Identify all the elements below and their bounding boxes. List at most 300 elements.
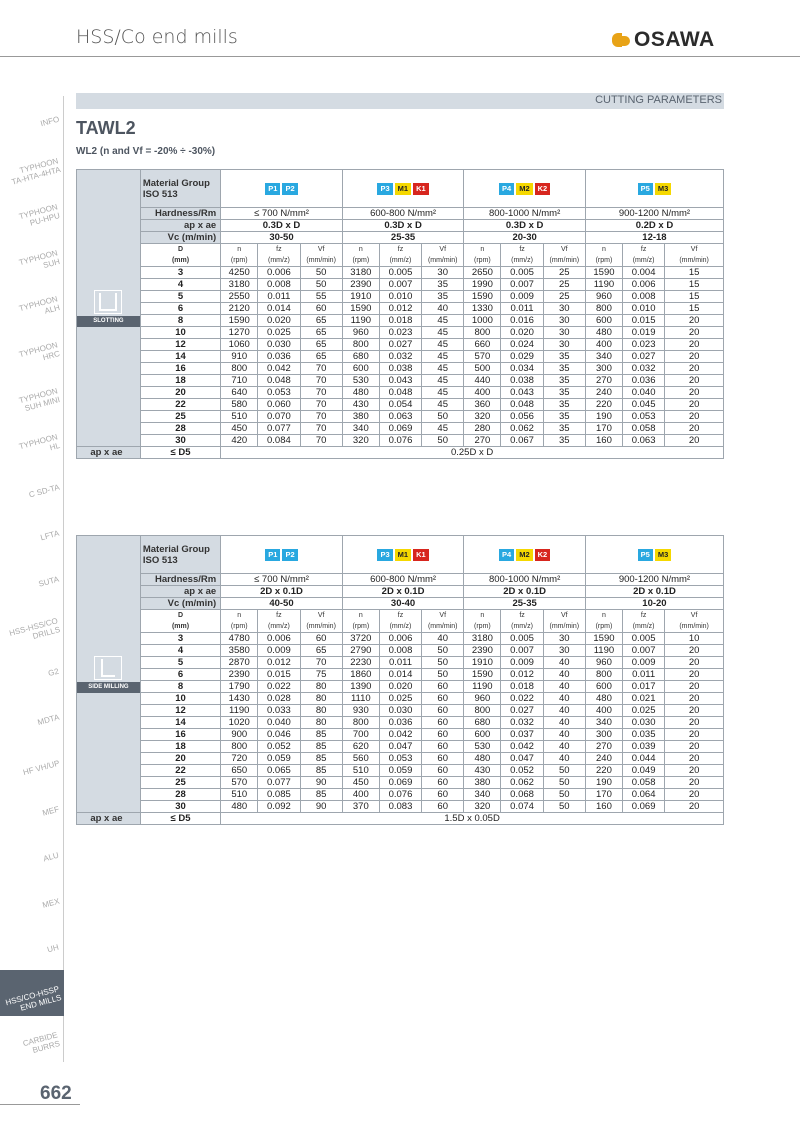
side-navigation (0, 96, 64, 1062)
diameter-cell: 6 (140, 669, 220, 681)
table-row (77, 717, 724, 729)
diameter-cell: 14 (140, 717, 220, 729)
footer-d5-cell: ≤ D5 (140, 813, 220, 825)
value-cell: 20 (665, 657, 724, 669)
value-cell: 800 (585, 669, 622, 681)
table-row (77, 399, 724, 411)
diameter-cell: 8 (140, 315, 220, 327)
side-tab[interactable] (0, 556, 64, 602)
table-row (77, 435, 724, 447)
vf-header (300, 610, 342, 633)
diameter-cell: 5 (140, 657, 220, 669)
footer-value-cell: 1.5D x 0.05D (221, 813, 724, 825)
model-subtitle: WL2 (n and Vf = -20% ÷ -30%) (76, 146, 216, 157)
value-cell: 45 (422, 423, 464, 435)
value-cell: 85 (300, 741, 342, 753)
side-tab-label: TYPHOON HL (18, 432, 62, 453)
side-tab[interactable] (0, 234, 64, 280)
value-cell: 35 (543, 387, 585, 399)
value-cell: 1190 (585, 279, 622, 291)
hardness-cell: 600-800 N/mm² (342, 574, 464, 586)
value-cell: 35 (543, 399, 585, 411)
value-cell: 15 (665, 267, 724, 279)
value-cell: 0.058 (622, 777, 664, 789)
material-group-cell (221, 536, 343, 574)
value-cell: 570 (464, 351, 501, 363)
apae-cell: 0.3D x D (342, 220, 464, 232)
value-cell: 0.009 (622, 657, 664, 669)
table-row (77, 657, 724, 669)
n-head: n (601, 246, 606, 253)
fz-header (501, 610, 543, 633)
diameter-cell: 25 (140, 411, 220, 423)
value-cell: 0.016 (501, 315, 543, 327)
value-cell: 0.067 (501, 435, 543, 447)
value-cell: 50 (543, 801, 585, 813)
rpm-header (585, 244, 622, 267)
mmz-unit: (mm/z) (268, 257, 290, 264)
page-header-title: HSS/Co end mills (76, 26, 238, 48)
diameter-cell: 20 (140, 387, 220, 399)
value-cell: 500 (464, 363, 501, 375)
value-cell: 220 (585, 765, 622, 777)
value-cell: 600 (342, 363, 379, 375)
hardness-cell: ≤ 700 N/mm² (221, 208, 343, 220)
value-cell: 0.010 (622, 303, 664, 315)
side-tab[interactable] (0, 970, 64, 1016)
diameter-cell: 25 (140, 777, 220, 789)
fz-head: fz (640, 612, 647, 619)
value-cell: 0.024 (501, 339, 543, 351)
value-cell: 0.083 (379, 801, 421, 813)
rpm-unit: (rpm) (352, 623, 370, 630)
material-badge: P2 (282, 549, 297, 561)
value-cell: 40 (422, 303, 464, 315)
value-cell: 85 (300, 789, 342, 801)
vf-header (422, 244, 464, 267)
value-cell: 800 (221, 741, 258, 753)
table-row (77, 681, 724, 693)
value-cell: 0.069 (622, 801, 664, 813)
value-cell: 20 (665, 411, 724, 423)
d-head: D (178, 246, 184, 253)
value-cell: 0.025 (622, 705, 664, 717)
material-badge: M3 (655, 183, 671, 195)
vc-cell: 30-50 (221, 232, 343, 244)
footer-apae-label: ap x ae (77, 813, 141, 825)
value-cell: 0.030 (379, 705, 421, 717)
value-cell: 20 (665, 753, 724, 765)
value-cell: 65 (300, 315, 342, 327)
value-cell: 0.012 (258, 657, 300, 669)
rpm-unit: (rpm) (352, 257, 370, 264)
value-cell: 20 (665, 681, 724, 693)
material-badge: M2 (516, 549, 532, 561)
mmz-unit: (mm/z) (389, 257, 412, 264)
value-cell: 2390 (464, 645, 501, 657)
value-cell: 50 (543, 777, 585, 789)
value-cell: 0.006 (258, 633, 300, 645)
value-cell: 60 (422, 777, 464, 789)
mmz-unit: (mm/z) (632, 257, 655, 264)
value-cell: 85 (300, 753, 342, 765)
mmmin-unit: (mm/min) (306, 623, 336, 630)
value-cell: 640 (221, 387, 258, 399)
value-cell: 0.009 (501, 657, 543, 669)
value-cell: 270 (585, 375, 622, 387)
value-cell: 20 (665, 789, 724, 801)
diameter-cell: 12 (140, 705, 220, 717)
value-cell: 650 (221, 765, 258, 777)
value-cell: 0.069 (379, 423, 421, 435)
side-tab-label: TYPHOON HRC (18, 340, 62, 363)
value-cell: 1910 (464, 657, 501, 669)
side-tab[interactable] (0, 464, 64, 510)
material-badge: K1 (413, 183, 429, 195)
fz-header (258, 610, 300, 633)
value-cell: 2120 (221, 303, 258, 315)
value-cell: 50 (543, 789, 585, 801)
value-cell: 1910 (342, 291, 379, 303)
value-cell: 40 (543, 729, 585, 741)
value-cell: 0.011 (258, 291, 300, 303)
value-cell: 15 (665, 279, 724, 291)
value-cell: 20 (665, 423, 724, 435)
side-tab-label: TYPHOON PU-HPU (18, 202, 62, 228)
value-cell: 80 (300, 693, 342, 705)
value-cell: 340 (342, 423, 379, 435)
value-cell: 480 (585, 693, 622, 705)
value-cell: 240 (585, 387, 622, 399)
value-cell: 35 (422, 291, 464, 303)
side-tab[interactable] (0, 602, 64, 648)
value-cell: 710 (221, 375, 258, 387)
side-tab[interactable] (0, 694, 64, 740)
material-badge: M1 (395, 549, 411, 561)
value-cell: 270 (585, 741, 622, 753)
table-row (77, 291, 724, 303)
d-unit: (mm) (171, 623, 190, 630)
value-cell: 0.076 (379, 789, 421, 801)
vf-head: Vf (317, 612, 325, 619)
value-cell: 1060 (221, 339, 258, 351)
value-cell: 40 (543, 681, 585, 693)
value-cell: 450 (221, 423, 258, 435)
value-cell: 0.020 (501, 327, 543, 339)
hardness-label: Hardness/Rm (140, 208, 220, 220)
value-cell: 50 (543, 765, 585, 777)
value-cell: 25 (543, 291, 585, 303)
table-row (77, 315, 724, 327)
value-cell: 40 (543, 741, 585, 753)
value-cell: 50 (422, 645, 464, 657)
table-row (77, 777, 724, 789)
side-tab-label: TYPHOON SUH (18, 248, 62, 271)
table-row (77, 705, 724, 717)
value-cell: 60 (422, 705, 464, 717)
value-cell: 0.038 (379, 363, 421, 375)
value-cell: 480 (342, 387, 379, 399)
value-cell: 800 (221, 363, 258, 375)
model-title: TAWL2 (76, 118, 136, 138)
side-tab-label: LFTA (39, 528, 61, 543)
value-cell: 3180 (221, 279, 258, 291)
value-cell: 50 (300, 267, 342, 279)
value-cell: 960 (585, 657, 622, 669)
rpm-header (342, 610, 379, 633)
value-cell: 65 (300, 327, 342, 339)
value-cell: 4780 (221, 633, 258, 645)
value-cell: 340 (464, 789, 501, 801)
value-cell: 0.048 (501, 399, 543, 411)
material-badge: P1 (265, 183, 280, 195)
value-cell: 0.008 (622, 291, 664, 303)
value-cell: 35 (543, 423, 585, 435)
value-cell: 680 (464, 717, 501, 729)
side-tab-label: C SD-TA (27, 482, 61, 500)
value-cell: 0.014 (258, 303, 300, 315)
value-cell: 35 (543, 351, 585, 363)
page-number: 662 (40, 1083, 72, 1104)
apae-cell: 2D x 0.1D (585, 586, 723, 598)
table-row (77, 789, 724, 801)
value-cell: 4250 (221, 267, 258, 279)
value-cell: 0.056 (501, 411, 543, 423)
side-tab-label: TYPHOON TA-HTA-4HTA (10, 156, 62, 187)
value-cell: 40 (543, 753, 585, 765)
value-cell: 0.092 (258, 801, 300, 813)
value-cell: 370 (342, 801, 379, 813)
value-cell: 0.018 (379, 315, 421, 327)
value-cell: 0.036 (379, 717, 421, 729)
value-cell: 160 (585, 435, 622, 447)
value-cell: 0.077 (258, 423, 300, 435)
diameter-cell: 22 (140, 765, 220, 777)
value-cell: 30 (543, 315, 585, 327)
fz-header (379, 244, 421, 267)
value-cell: 80 (300, 705, 342, 717)
value-cell: 70 (300, 387, 342, 399)
hardness-cell: 800-1000 N/mm² (464, 574, 586, 586)
material-badge: P1 (265, 549, 280, 561)
page-number-rule (0, 1104, 80, 1105)
value-cell: 0.037 (501, 729, 543, 741)
d-head: D (178, 612, 184, 619)
value-cell: 0.015 (258, 669, 300, 681)
fz-head: fz (519, 246, 525, 253)
value-cell: 0.034 (501, 363, 543, 375)
value-cell: 0.011 (622, 669, 664, 681)
value-cell: 40 (422, 633, 464, 645)
value-cell: 45 (422, 315, 464, 327)
value-cell: 0.012 (379, 303, 421, 315)
value-cell: 0.027 (622, 351, 664, 363)
value-cell: 1110 (342, 693, 379, 705)
side-tab[interactable] (0, 510, 64, 556)
value-cell: 0.005 (501, 267, 543, 279)
value-cell: 10 (665, 633, 724, 645)
value-cell: 960 (585, 291, 622, 303)
value-cell: 50 (422, 669, 464, 681)
section-bar (76, 93, 724, 109)
value-cell: 1860 (342, 669, 379, 681)
side-tab[interactable] (0, 740, 64, 786)
rpm-unit: (rpm) (230, 257, 248, 264)
value-cell: 40 (543, 693, 585, 705)
rpm-unit: (rpm) (474, 257, 491, 264)
rpm-header (464, 610, 501, 633)
material-group-cell (221, 170, 343, 208)
operation-label: SLOTTING (77, 316, 140, 327)
material-group-label: Material Group ISO 513 (140, 536, 220, 574)
side-tab[interactable] (0, 648, 64, 694)
value-cell: 0.006 (622, 279, 664, 291)
value-cell: 90 (300, 777, 342, 789)
value-cell: 450 (342, 777, 379, 789)
value-cell: 0.020 (258, 315, 300, 327)
side-tab[interactable] (0, 786, 64, 832)
value-cell: 0.060 (258, 399, 300, 411)
value-cell: 60 (422, 801, 464, 813)
value-cell: 800 (342, 717, 379, 729)
value-cell: 0.052 (501, 765, 543, 777)
fz-head: fz (397, 246, 404, 253)
diameter-cell: 28 (140, 423, 220, 435)
value-cell: 960 (464, 693, 501, 705)
side-tab[interactable] (0, 1016, 64, 1062)
value-cell: 320 (464, 411, 501, 423)
table-row (77, 741, 724, 753)
side-tab-label: HF VH/UP (21, 758, 61, 778)
value-cell: 380 (342, 411, 379, 423)
header-divider (0, 56, 800, 57)
value-cell: 70 (300, 435, 342, 447)
side-tab[interactable] (0, 418, 64, 464)
side-tab[interactable] (0, 96, 64, 142)
material-badge: M1 (395, 183, 411, 195)
value-cell: 45 (422, 375, 464, 387)
side-tab[interactable] (0, 372, 64, 418)
value-cell: 0.015 (622, 315, 664, 327)
side-tab[interactable] (0, 188, 64, 234)
hardness-label: Hardness/Rm (140, 574, 220, 586)
value-cell: 60 (300, 633, 342, 645)
value-cell: 30 (543, 633, 585, 645)
value-cell: 400 (585, 705, 622, 717)
value-cell: 2550 (221, 291, 258, 303)
mmmin-unit: (mm/min) (549, 257, 580, 264)
operation-cell (77, 536, 141, 813)
value-cell: 510 (342, 765, 379, 777)
value-cell: 90 (300, 801, 342, 813)
diameter-cell: 3 (140, 267, 220, 279)
vf-head: Vf (439, 612, 447, 619)
side-milling-table (76, 535, 724, 825)
value-cell: 20 (665, 351, 724, 363)
value-cell: 0.030 (622, 717, 664, 729)
value-cell: 280 (464, 423, 501, 435)
value-cell: 0.047 (379, 741, 421, 753)
table-row (77, 279, 724, 291)
value-cell: 0.023 (622, 339, 664, 351)
table-row (77, 669, 724, 681)
osawa-logo (612, 28, 715, 52)
value-cell: 20 (665, 315, 724, 327)
value-cell: 0.040 (258, 717, 300, 729)
value-cell: 300 (585, 729, 622, 741)
fz-header (622, 244, 664, 267)
fz-head: fz (519, 612, 525, 619)
value-cell: 480 (464, 753, 501, 765)
value-cell: 0.084 (258, 435, 300, 447)
value-cell: 0.040 (622, 387, 664, 399)
material-group-cell (464, 536, 586, 574)
value-cell: 2650 (464, 267, 501, 279)
slotting-table (76, 169, 724, 459)
table-row (77, 327, 724, 339)
side-tab[interactable] (0, 280, 64, 326)
diameter-cell: 16 (140, 363, 220, 375)
diameter-cell: 3 (140, 633, 220, 645)
diameter-cell: 20 (140, 753, 220, 765)
material-badge: P3 (377, 549, 392, 561)
value-cell: 20 (665, 729, 724, 741)
value-cell: 0.047 (501, 753, 543, 765)
vc-cell: 30-40 (342, 598, 464, 610)
value-cell: 1590 (585, 267, 622, 279)
value-cell: 0.008 (258, 279, 300, 291)
value-cell: 1590 (342, 303, 379, 315)
hardness-cell: 800-1000 N/mm² (464, 208, 586, 220)
vf-head: Vf (560, 246, 568, 253)
operation-label: SIDE MILLING (77, 682, 140, 693)
value-cell: 0.012 (501, 669, 543, 681)
value-cell: 1020 (221, 717, 258, 729)
value-cell: 220 (585, 399, 622, 411)
material-badge: P4 (499, 183, 514, 195)
value-cell: 660 (464, 339, 501, 351)
value-cell: 680 (342, 351, 379, 363)
slotting-icon (94, 290, 122, 314)
value-cell: 30 (543, 327, 585, 339)
value-cell: 50 (422, 657, 464, 669)
footer-apae-label: ap x ae (77, 447, 141, 459)
side-tab-label: ALU (42, 850, 61, 864)
side-tab[interactable] (0, 924, 64, 970)
vf-header (543, 610, 585, 633)
value-cell: 3580 (221, 645, 258, 657)
side-tab[interactable] (0, 832, 64, 878)
value-cell: 0.042 (501, 741, 543, 753)
table-row (77, 363, 724, 375)
side-tab[interactable] (0, 142, 64, 188)
value-cell: 2870 (221, 657, 258, 669)
apae-cell: 2D x 0.1D (221, 586, 343, 598)
value-cell: 40 (543, 657, 585, 669)
diameter-cell: 18 (140, 375, 220, 387)
value-cell: 35 (422, 279, 464, 291)
side-tab[interactable] (0, 326, 64, 372)
value-cell: 0.035 (622, 729, 664, 741)
value-cell: 170 (585, 423, 622, 435)
side-tab[interactable] (0, 878, 64, 924)
value-cell: 0.010 (379, 291, 421, 303)
rpm-unit: (rpm) (595, 623, 613, 630)
value-cell: 0.076 (379, 435, 421, 447)
d-column-header (140, 244, 220, 267)
value-cell: 60 (422, 729, 464, 741)
value-cell: 0.028 (258, 693, 300, 705)
